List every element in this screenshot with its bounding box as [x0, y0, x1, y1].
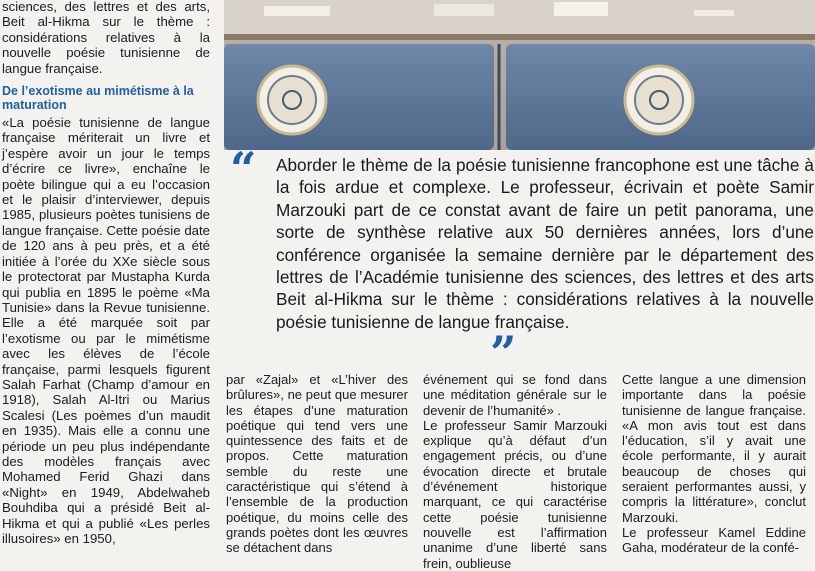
- conference-photo: [224, 0, 815, 150]
- column-3-text-a: Cette langue a une dimension importante dans la poésie tunisienne de langue française. «A mon avis tout est dans l’éducation, s’il y avait une école performante, il y aurait beaucoup de choses qui seraient performantes aussi, y compris la littérature», conclut Marzouki.: [622, 372, 806, 525]
- pull-quote: [230, 142, 815, 380]
- left-body-paragraph: «La poésie tunisienne de langue française mériterait un livre et j’espère avoir un jour le temps d’écrire ce livre», enchaîne le poète bilingue qui a eu l’occasion et le plaisir d’interviewer, depuis 1985, plusieurs poètes tunisiens de langue française. Cette poésie date de 120 ans à peu près, et a été initiée à l’orée du XXe siècle sous le protectorat par Mustapha Kurda qui publia en 1895 le poème «Ma Tunisie» dans la Revue tunisienne. Elle a été marquée soit par l’exotisme ou par le mimétisme avec les élèves de l’école française, parmi lesquels figurent Salah Farhat (Champ d’amour en 1918), Salah Al-Itri ou Marius Scalesi (Les poèmes d’un maudit en 1935). Mais elle a connu une période un peu plus indépendante des modèles français avec Mohamed Ferid Ghazi dans «Night» en 1949, Abdelwaheb Bouhdiba qui a présidé Beit al-Hikma et qui a publié «Les perles illusoires» en 1950,: [2, 115, 210, 546]
- column-3-text-b: Le professeur Kamel Eddine Gaha, modérateur de la confé-: [622, 524, 806, 556]
- emblem-left: [258, 66, 326, 134]
- conference-photo-graphic: [224, 0, 815, 150]
- article-column-1: [226, 372, 408, 556]
- emblem-right: [625, 66, 693, 134]
- article-column-2: [423, 372, 607, 571]
- section-subheading: De l’exotisme au mimétisme à la maturation: [2, 84, 194, 113]
- pull-quote-text: Aborder le thème de la poésie tunisienne francophone est une tâche à la fois ardue et complexe. Le professeur, écrivain et poète Samir Marzouki part de ce constat avant de faire un petit panorama, une sorte de synthèse relative aux 50 dernières années, lors d’une conférence organisée la semaine dernière par le département des lettres de l’Académie tunisienne des sciences, des lettres et des arts Beit al-Hikma sur le thème : considérations relatives à la nouvelle poésie tunisienne de langue française.: [276, 155, 814, 332]
- intro-paragraph: sciences, des lettres et des arts, Beit al-Hikma sur le thème : considérations relatives à la nouvelle poésie tunisienne de langue française.: [2, 0, 210, 76]
- opening-quote-mark: “: [230, 142, 257, 196]
- column-2-text-b: Le professeur Samir Marzouki explique qu’à défaut d’un engagement précis, ou d’une évocation directe et brutale d’événement historique marquant, ce qui caractérise cette poésie tunisienne nouvelle est l’affirmation unanime d’une liberté sans frein, oublieuse: [423, 417, 607, 571]
- article-column-3: [622, 372, 806, 556]
- closing-quote-mark: ”: [490, 326, 517, 380]
- column-2-text-a: événement qui se fond dans une méditation générale sur le devenir de l’humanité» .: [423, 372, 607, 418]
- left-column: [2, 0, 210, 546]
- column-1-text: par «Zajal» et «L’hiver des brûlures», ne peut que mesurer les étapes d’une maturation poétique qui tend vers une quintessence des faits et de propos. Cette maturation semble du reste une caractéristique qui s’étend à l’ensemble de la production poétique, du moins celle des grands poètes dont les œuvres se détachent dans: [226, 372, 408, 556]
